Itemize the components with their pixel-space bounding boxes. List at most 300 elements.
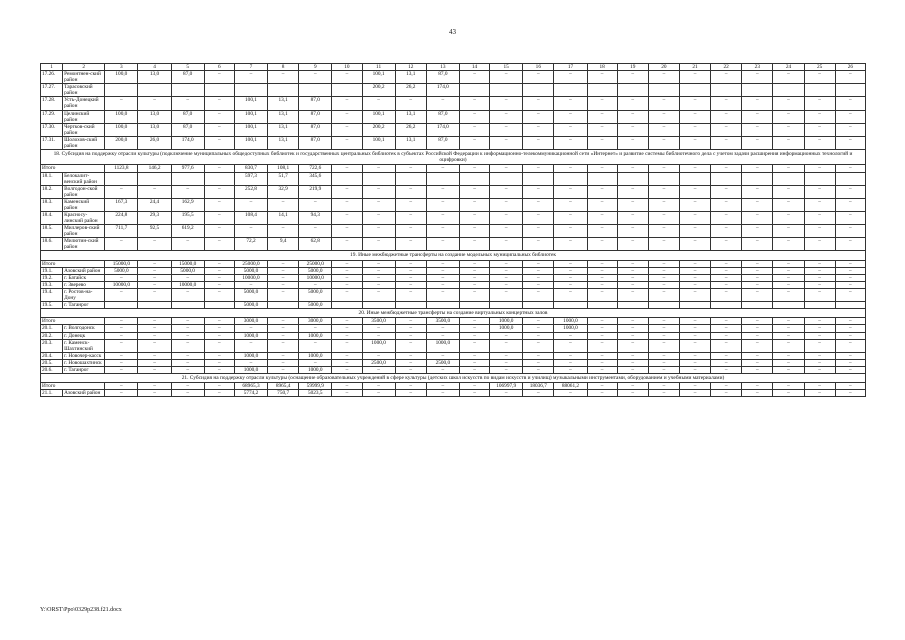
value-cell: –: [742, 97, 773, 110]
value-cell: 94,3: [299, 211, 332, 224]
row-number: 19.1.: [41, 267, 63, 274]
value-cell: 174,0: [426, 84, 459, 97]
value-cell: –: [711, 366, 742, 373]
value-cell: 32,9: [268, 185, 299, 198]
value-cell: –: [204, 325, 234, 332]
value-cell: –: [679, 136, 710, 149]
value-cell: –: [742, 267, 773, 274]
table-row: [41, 390, 866, 397]
value-cell: –: [617, 211, 648, 224]
value-cell: –: [459, 136, 489, 149]
value-cell: –: [204, 383, 234, 390]
value-cell: –: [459, 97, 489, 110]
row-number: 17.29.: [41, 110, 63, 123]
value-cell: [804, 302, 835, 309]
value-cell: –: [204, 110, 234, 123]
value-cell: –: [679, 211, 710, 224]
value-cell: –: [835, 225, 865, 238]
value-cell: 1000,0: [234, 366, 267, 373]
value-cell: –: [395, 211, 426, 224]
value-cell: –: [523, 267, 554, 274]
value-cell: –: [617, 318, 648, 325]
value-cell: –: [773, 225, 804, 238]
value-cell: –: [395, 165, 426, 172]
municipality-name: Усть-Донецкий район: [63, 97, 105, 110]
value-cell: –: [835, 332, 865, 339]
value-cell: –: [523, 352, 554, 359]
value-cell: –: [490, 332, 523, 339]
value-cell: –: [617, 352, 648, 359]
value-cell: –: [804, 225, 835, 238]
value-cell: –: [362, 281, 395, 288]
row-number: 20.3.: [41, 339, 63, 352]
value-cell: 87,0: [299, 136, 332, 149]
value-cell: –: [105, 238, 138, 251]
total-label: Итого: [41, 165, 105, 172]
value-cell: –: [523, 185, 554, 198]
row-number: 18.5.: [41, 225, 63, 238]
value-cell: [362, 172, 395, 185]
value-cell: –: [332, 198, 362, 211]
value-cell: –: [835, 383, 865, 390]
value-cell: –: [617, 185, 648, 198]
value-cell: –: [332, 339, 362, 352]
value-cell: –: [679, 198, 710, 211]
value-cell: –: [648, 165, 679, 172]
value-cell: –: [679, 110, 710, 123]
value-cell: –: [204, 359, 234, 366]
value-cell: –: [617, 281, 648, 288]
value-cell: –: [617, 288, 648, 301]
value-cell: –: [204, 260, 234, 267]
value-cell: [105, 172, 138, 185]
value-cell: –: [804, 352, 835, 359]
value-cell: 5774,2: [234, 390, 267, 397]
value-cell: –: [773, 136, 804, 149]
value-cell: –: [523, 123, 554, 136]
column-number-cell: 19: [617, 64, 648, 71]
municipality-name: г. Волгодонск: [63, 325, 105, 332]
value-cell: –: [204, 71, 234, 84]
value-cell: [835, 84, 865, 97]
value-cell: –: [268, 359, 299, 366]
value-cell: –: [426, 185, 459, 198]
value-cell: –: [742, 281, 773, 288]
value-cell: –: [523, 288, 554, 301]
value-cell: –: [804, 318, 835, 325]
value-cell: –: [395, 288, 426, 301]
column-number-cell: 2: [63, 64, 105, 71]
value-cell: –: [742, 325, 773, 332]
value-cell: –: [554, 390, 587, 397]
value-cell: –: [459, 325, 489, 332]
value-cell: –: [204, 136, 234, 149]
value-cell: –: [711, 281, 742, 288]
value-cell: –: [105, 383, 138, 390]
value-cell: –: [773, 260, 804, 267]
value-cell: –: [204, 123, 234, 136]
value-cell: –: [648, 267, 679, 274]
value-cell: 5000,0: [234, 302, 267, 309]
row-number: 17.27.: [41, 84, 63, 97]
value-cell: –: [138, 185, 171, 198]
value-cell: –: [835, 359, 865, 366]
value-cell: 14,1: [268, 211, 299, 224]
value-cell: 5000,0: [299, 267, 332, 274]
value-cell: –: [204, 165, 234, 172]
value-cell: –: [332, 136, 362, 149]
column-number-cell: 11: [362, 64, 395, 71]
value-cell: –: [204, 366, 234, 373]
value-cell: –: [587, 383, 617, 390]
value-cell: –: [804, 238, 835, 251]
value-cell: –: [773, 352, 804, 359]
value-cell: –: [554, 136, 587, 149]
value-cell: –: [332, 288, 362, 301]
value-cell: –: [138, 383, 171, 390]
value-cell: –: [332, 165, 362, 172]
value-cell: –: [523, 366, 554, 373]
value-cell: –: [804, 136, 835, 149]
value-cell: [362, 302, 395, 309]
value-cell: –: [362, 366, 395, 373]
value-cell: –: [332, 332, 362, 339]
value-cell: –: [648, 352, 679, 359]
value-cell: [679, 172, 710, 185]
municipality-name: г. Новочер-касск: [63, 352, 105, 359]
value-cell: –: [268, 318, 299, 325]
value-cell: –: [742, 165, 773, 172]
municipality-name: Чертков-ский район: [63, 123, 105, 136]
table-row: [41, 339, 866, 352]
value-cell: –: [171, 339, 204, 352]
value-cell: –: [490, 260, 523, 267]
value-cell: [587, 172, 617, 185]
value-cell: –: [204, 390, 234, 397]
value-cell: 13,1: [268, 136, 299, 149]
value-cell: –: [617, 110, 648, 123]
value-cell: –: [742, 359, 773, 366]
value-cell: –: [587, 71, 617, 84]
value-cell: 87,0: [299, 110, 332, 123]
value-cell: –: [332, 185, 362, 198]
value-cell: –: [204, 97, 234, 110]
value-cell: –: [426, 260, 459, 267]
value-cell: –: [332, 366, 362, 373]
value-cell: –: [587, 352, 617, 359]
value-cell: 100,0: [105, 110, 138, 123]
value-cell: –: [835, 366, 865, 373]
value-cell: –: [742, 332, 773, 339]
value-cell: –: [742, 288, 773, 301]
budget-table-container: [40, 63, 866, 397]
value-cell: –: [711, 288, 742, 301]
value-cell: 100,1: [234, 136, 267, 149]
value-cell: 1000,0: [490, 325, 523, 332]
value-cell: –: [835, 211, 865, 224]
value-cell: –: [554, 238, 587, 251]
value-cell: –: [711, 274, 742, 281]
value-cell: –: [332, 318, 362, 325]
table-row: [41, 325, 866, 332]
value-cell: –: [332, 211, 362, 224]
value-cell: –: [711, 325, 742, 332]
municipality-name: Тарасовский район: [63, 84, 105, 97]
value-cell: –: [711, 390, 742, 397]
table-row: [41, 71, 866, 84]
value-cell: –: [395, 274, 426, 281]
value-cell: –: [332, 274, 362, 281]
value-cell: 10000,0: [171, 281, 204, 288]
value-cell: –: [648, 198, 679, 211]
value-cell: –: [395, 390, 426, 397]
value-cell: 1123,8: [105, 165, 138, 172]
value-cell: –: [523, 339, 554, 352]
value-cell: –: [617, 359, 648, 366]
value-cell: –: [835, 267, 865, 274]
value-cell: –: [773, 359, 804, 366]
municipality-name: Азовский район: [63, 390, 105, 397]
value-cell: –: [617, 339, 648, 352]
value-cell: –: [679, 383, 710, 390]
value-cell: –: [138, 325, 171, 332]
value-cell: –: [523, 71, 554, 84]
value-cell: 24,4: [138, 198, 171, 211]
value-cell: 1000,0: [299, 352, 332, 359]
value-cell: –: [299, 325, 332, 332]
value-cell: [459, 84, 489, 97]
value-cell: –: [835, 352, 865, 359]
value-cell: –: [648, 359, 679, 366]
value-cell: –: [554, 332, 587, 339]
value-cell: 1000,0: [234, 352, 267, 359]
value-cell: –: [554, 281, 587, 288]
value-cell: –: [332, 123, 362, 136]
value-cell: 10000,0: [105, 281, 138, 288]
value-cell: –: [138, 390, 171, 397]
value-cell: –: [171, 325, 204, 332]
column-number-cell: 26: [835, 64, 865, 71]
value-cell: –: [490, 359, 523, 366]
value-cell: –: [711, 225, 742, 238]
value-cell: [138, 84, 171, 97]
value-cell: –: [617, 260, 648, 267]
value-cell: –: [362, 97, 395, 110]
value-cell: –: [362, 185, 395, 198]
municipality-name: Белокалит-венский район: [63, 172, 105, 185]
value-cell: –: [648, 325, 679, 332]
row-number: 17.31.: [41, 136, 63, 149]
value-cell: –: [395, 325, 426, 332]
value-cell: –: [587, 165, 617, 172]
value-cell: –: [711, 332, 742, 339]
value-cell: 100,1: [362, 136, 395, 149]
value-cell: [742, 84, 773, 97]
row-number: 19.2.: [41, 274, 63, 281]
value-cell: –: [490, 198, 523, 211]
value-cell: –: [490, 267, 523, 274]
value-cell: –: [268, 274, 299, 281]
value-cell: –: [554, 366, 587, 373]
value-cell: [105, 302, 138, 309]
value-cell: –: [742, 352, 773, 359]
total-row: [41, 383, 866, 390]
value-cell: –: [332, 390, 362, 397]
value-cell: –: [587, 225, 617, 238]
value-cell: –: [490, 274, 523, 281]
value-cell: –: [742, 274, 773, 281]
value-cell: 619,2: [171, 225, 204, 238]
value-cell: –: [459, 366, 489, 373]
value-cell: –: [587, 136, 617, 149]
value-cell: –: [362, 332, 395, 339]
value-cell: –: [679, 260, 710, 267]
value-cell: [204, 172, 234, 185]
section-heading-row: [41, 251, 866, 260]
column-number-cell: 13: [426, 64, 459, 71]
total-row: [41, 260, 866, 267]
row-number: 21.1.: [41, 390, 63, 397]
value-cell: –: [617, 238, 648, 251]
value-cell: –: [268, 288, 299, 301]
value-cell: –: [362, 225, 395, 238]
value-cell: 2500,0: [426, 359, 459, 366]
value-cell: 5000,0: [234, 267, 267, 274]
value-cell: 72,2: [234, 238, 267, 251]
value-cell: –: [299, 198, 332, 211]
value-cell: 3000,0: [299, 318, 332, 325]
value-cell: –: [490, 110, 523, 123]
municipality-name: Волгодон-ской район: [63, 185, 105, 198]
value-cell: –: [617, 390, 648, 397]
value-cell: –: [395, 185, 426, 198]
municipality-name: Каменский район: [63, 198, 105, 211]
value-cell: –: [554, 225, 587, 238]
value-cell: –: [138, 288, 171, 301]
value-cell: –: [105, 318, 138, 325]
value-cell: –: [554, 274, 587, 281]
value-cell: –: [459, 318, 489, 325]
table-row: [41, 302, 866, 309]
value-cell: –: [835, 136, 865, 149]
section-heading-row: [41, 374, 866, 383]
value-cell: 13,0: [138, 71, 171, 84]
value-cell: –: [171, 185, 204, 198]
row-number: 17.26.: [41, 71, 63, 84]
value-cell: –: [426, 325, 459, 332]
value-cell: –: [362, 165, 395, 172]
value-cell: –: [523, 318, 554, 325]
value-cell: 87,0: [426, 71, 459, 84]
value-cell: 5000,0: [171, 267, 204, 274]
value-cell: –: [299, 71, 332, 84]
value-cell: 162,9: [171, 198, 204, 211]
value-cell: 106997,9: [490, 383, 523, 390]
value-cell: –: [523, 260, 554, 267]
value-cell: –: [804, 281, 835, 288]
municipality-name: г. Ростов-на-Дону: [63, 288, 105, 301]
value-cell: –: [679, 97, 710, 110]
value-cell: –: [587, 339, 617, 352]
value-cell: 13,1: [395, 71, 426, 84]
value-cell: –: [742, 71, 773, 84]
value-cell: –: [459, 211, 489, 224]
value-cell: [395, 302, 426, 309]
value-cell: 200,2: [362, 123, 395, 136]
value-cell: –: [204, 318, 234, 325]
value-cell: –: [171, 288, 204, 301]
value-cell: –: [105, 339, 138, 352]
column-number-cell: 12: [395, 64, 426, 71]
value-cell: 25000,0: [234, 260, 267, 267]
value-cell: [490, 172, 523, 185]
value-cell: –: [679, 390, 710, 397]
value-cell: 26,2: [395, 84, 426, 97]
value-cell: –: [617, 383, 648, 390]
value-cell: –: [617, 366, 648, 373]
value-cell: –: [648, 238, 679, 251]
table-row: [41, 136, 866, 149]
value-cell: –: [804, 198, 835, 211]
value-cell: –: [426, 225, 459, 238]
value-cell: 722,6: [299, 165, 332, 172]
table-row: [41, 238, 866, 251]
value-cell: –: [617, 274, 648, 281]
value-cell: 224,8: [105, 211, 138, 224]
value-cell: –: [204, 198, 234, 211]
value-cell: –: [171, 97, 204, 110]
value-cell: –: [523, 325, 554, 332]
value-cell: –: [679, 165, 710, 172]
table-row: [41, 172, 866, 185]
value-cell: 5023,5: [299, 390, 332, 397]
value-cell: –: [490, 211, 523, 224]
value-cell: –: [804, 211, 835, 224]
value-cell: –: [204, 339, 234, 352]
value-cell: –: [711, 383, 742, 390]
value-cell: –: [490, 136, 523, 149]
value-cell: –: [679, 339, 710, 352]
municipality-name: г. Донецк: [63, 332, 105, 339]
value-cell: –: [835, 238, 865, 251]
value-cell: –: [523, 165, 554, 172]
column-number-cell: 3: [105, 64, 138, 71]
value-cell: –: [804, 185, 835, 198]
value-cell: 1000,0: [299, 332, 332, 339]
value-cell: –: [171, 359, 204, 366]
value-cell: –: [711, 185, 742, 198]
value-cell: –: [105, 366, 138, 373]
value-cell: –: [459, 288, 489, 301]
value-cell: –: [835, 274, 865, 281]
value-cell: –: [554, 110, 587, 123]
value-cell: –: [299, 281, 332, 288]
value-cell: [299, 84, 332, 97]
value-cell: –: [742, 383, 773, 390]
value-cell: –: [742, 339, 773, 352]
value-cell: 3500,0: [426, 318, 459, 325]
value-cell: –: [138, 260, 171, 267]
value-cell: 195,5: [171, 211, 204, 224]
value-cell: –: [105, 288, 138, 301]
value-cell: –: [426, 198, 459, 211]
value-cell: –: [554, 123, 587, 136]
value-cell: –: [138, 318, 171, 325]
value-cell: 5000,0: [299, 288, 332, 301]
column-number-row: [41, 64, 866, 71]
value-cell: 1000,0: [426, 339, 459, 352]
value-cell: –: [587, 238, 617, 251]
